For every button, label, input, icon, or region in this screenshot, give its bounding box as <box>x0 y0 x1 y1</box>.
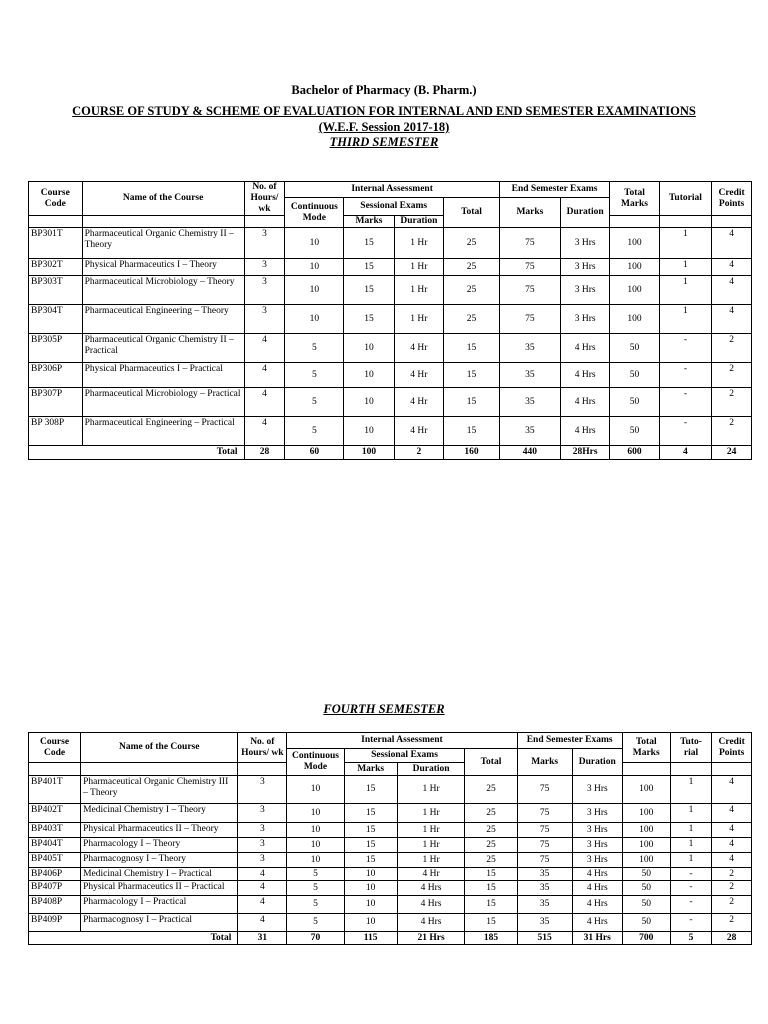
cell-cp: 4 <box>712 853 752 868</box>
cell-em: 35 <box>517 896 572 914</box>
cell-tm: 50 <box>610 388 659 417</box>
col-internal: Internal Assessment <box>287 733 517 749</box>
cell-cp: 2 <box>712 914 752 932</box>
cell-code: BP408P <box>29 896 81 914</box>
cell-ed: 4 Hrs <box>560 417 609 446</box>
cell-ed: 3 Hrs <box>572 823 622 838</box>
total-hrs: 31 <box>238 932 287 945</box>
cell-it: 15 <box>465 914 517 932</box>
cell-sd: 4 Hr <box>394 334 443 363</box>
table-row <box>29 417 752 446</box>
table-row <box>29 838 752 853</box>
total-em: 440 <box>499 446 560 460</box>
total-em: 515 <box>517 932 572 945</box>
cell-cm: 10 <box>285 305 344 334</box>
cell-em: 75 <box>517 776 572 804</box>
cell-tm: 50 <box>610 363 659 388</box>
cell-cp: 4 <box>712 228 752 259</box>
col-spacer <box>622 763 670 776</box>
cell-em: 35 <box>517 881 572 896</box>
cell-sd: 1 Hr <box>397 776 465 804</box>
cell-cm: 10 <box>287 776 344 804</box>
cell-it: 25 <box>465 823 517 838</box>
table-row <box>29 228 752 259</box>
cell-name: Pharmaceutical Organic Chemistry II – Theory <box>82 228 244 259</box>
cell-code: BP304T <box>29 305 83 334</box>
cell-hrs: 4 <box>244 334 285 363</box>
cell-it: 25 <box>465 776 517 804</box>
col-end-sem: End Semester Exams <box>517 733 622 749</box>
cell-cm: 5 <box>287 881 344 896</box>
cell-hrs: 4 <box>238 868 287 881</box>
cell-cm: 10 <box>285 276 344 305</box>
cell-em: 35 <box>499 388 560 417</box>
cell-em: 35 <box>517 914 572 932</box>
table-row <box>29 804 752 823</box>
cell-tut: 1 <box>670 838 712 853</box>
cell-tut: 1 <box>670 776 712 804</box>
cell-tm: 50 <box>622 868 670 881</box>
total-tm: 700 <box>622 932 670 945</box>
cell-name: Physical Pharmaceutics II – Theory <box>81 823 238 838</box>
total-label: Total <box>29 446 245 460</box>
col-tutorial: Tutorial <box>659 182 712 216</box>
col-spacer <box>81 763 238 776</box>
table-row <box>29 823 752 838</box>
cell-code: BP306P <box>29 363 83 388</box>
cell-cp: 4 <box>712 305 752 334</box>
cell-code: BP305P <box>29 334 83 363</box>
cell-cm: 5 <box>285 388 344 417</box>
cell-cp: 2 <box>712 363 752 388</box>
cell-code: BP301T <box>29 228 83 259</box>
col-spacer <box>659 216 712 228</box>
cell-name: Pharmaceutical Microbiology – Practical <box>82 388 244 417</box>
cell-sm: 15 <box>344 838 397 853</box>
cell-code: BP307P <box>29 388 83 417</box>
cell-name: Medicinal Chemistry I – Theory <box>81 804 238 823</box>
table-row <box>29 868 752 881</box>
table-row <box>29 388 752 417</box>
cell-name: Pharmaceutical Engineering – Theory <box>82 305 244 334</box>
cell-tm: 100 <box>622 823 670 838</box>
col-ia-total: Total <box>465 749 517 776</box>
cell-hrs: 3 <box>238 853 287 868</box>
col-spacer <box>238 763 287 776</box>
fourth-semester-title: FOURTH SEMESTER <box>323 702 445 716</box>
col-credit: Credit Points <box>712 733 752 763</box>
cell-code: BP404T <box>29 838 81 853</box>
cell-tm: 100 <box>610 259 659 276</box>
cell-name: Pharmacognosy I – Theory <box>81 853 238 868</box>
col-credit: Credit Points <box>712 182 752 216</box>
cell-cm: 10 <box>287 804 344 823</box>
cell-tm: 50 <box>610 334 659 363</box>
cell-ed: 3 Hrs <box>560 305 609 334</box>
cell-cm: 10 <box>285 228 344 259</box>
col-tutorial: Tuto- rial <box>670 733 712 763</box>
col-course-code: Course Code <box>29 733 81 763</box>
col-spacer <box>29 763 81 776</box>
table-row <box>29 853 752 868</box>
cell-code: BP 308P <box>29 417 83 446</box>
cell-sd: 1 Hr <box>397 838 465 853</box>
fourth-semester-table <box>28 732 752 945</box>
cell-name: Pharmacognosy I – Practical <box>81 914 238 932</box>
col-total-marks: Total Marks <box>610 182 659 216</box>
total-cp: 24 <box>712 446 752 460</box>
cell-em: 35 <box>517 868 572 881</box>
total-sd: 2 <box>394 446 443 460</box>
table-row <box>29 881 752 896</box>
cell-code: BP405T <box>29 853 81 868</box>
cell-sd: 4 Hrs <box>397 896 465 914</box>
cell-tm: 100 <box>610 276 659 305</box>
cell-cp: 2 <box>712 417 752 446</box>
total-tm: 600 <box>610 446 659 460</box>
cell-code: BP403T <box>29 823 81 838</box>
cell-em: 75 <box>499 305 560 334</box>
cell-code: BP302T <box>29 259 83 276</box>
cell-tut: 1 <box>659 276 712 305</box>
cell-sm: 10 <box>344 388 394 417</box>
total-ed: 28Hrs <box>560 446 609 460</box>
col-hours: No. of Hours/ wk <box>244 182 285 216</box>
cell-tut: 1 <box>670 804 712 823</box>
cell-sd: 1 Hr <box>397 853 465 868</box>
cell-ed: 4 Hrs <box>560 363 609 388</box>
cell-cm: 5 <box>285 363 344 388</box>
col-ss-marks: Marks <box>344 216 394 228</box>
table-row <box>29 276 752 305</box>
cell-em: 35 <box>499 417 560 446</box>
total-cm: 70 <box>287 932 344 945</box>
col-spacer <box>244 216 285 228</box>
cell-hrs: 4 <box>244 363 285 388</box>
cell-ed: 4 Hrs <box>572 868 622 881</box>
cell-em: 75 <box>499 276 560 305</box>
col-spacer <box>610 216 659 228</box>
col-es-marks: Marks <box>517 749 572 776</box>
col-spacer <box>82 216 244 228</box>
cell-sd: 4 Hrs <box>397 914 465 932</box>
cell-it: 15 <box>465 881 517 896</box>
col-spacer <box>712 216 752 228</box>
total-ed: 31 Hrs <box>572 932 622 945</box>
cell-hrs: 3 <box>238 804 287 823</box>
cell-sm: 15 <box>344 276 394 305</box>
col-sessional: Sessional Exams <box>344 198 444 216</box>
col-ia-total: Total <box>444 198 500 228</box>
cell-em: 75 <box>517 823 572 838</box>
cell-em: 75 <box>499 228 560 259</box>
cell-hrs: 4 <box>238 914 287 932</box>
cell-name: Pharmacology I – Theory <box>81 838 238 853</box>
cell-it: 25 <box>444 305 500 334</box>
total-it: 160 <box>444 446 500 460</box>
cell-name: Physical Pharmaceutics II – Practical <box>81 881 238 896</box>
cell-code: BP401T <box>29 776 81 804</box>
cell-cm: 5 <box>287 868 344 881</box>
cell-ed: 3 Hrs <box>572 853 622 868</box>
total-row <box>29 932 752 945</box>
cell-sm: 15 <box>344 804 397 823</box>
cell-hrs: 3 <box>244 228 285 259</box>
cell-tm: 50 <box>622 881 670 896</box>
document-title: COURSE OF STUDY & SCHEME OF EVALUATION FOR INTERNAL AND END SEMESTER EXAMINATIONS <box>72 104 696 118</box>
cell-em: 75 <box>517 804 572 823</box>
cell-ed: 3 Hrs <box>560 259 609 276</box>
col-ss-duration: Duration <box>397 763 465 776</box>
cell-it: 25 <box>444 228 500 259</box>
cell-ed: 4 Hrs <box>572 881 622 896</box>
cell-sm: 10 <box>344 363 394 388</box>
cell-hrs: 3 <box>244 305 285 334</box>
total-cp: 28 <box>712 932 752 945</box>
cell-cp: 4 <box>712 804 752 823</box>
cell-tm: 50 <box>622 914 670 932</box>
cell-cp: 2 <box>712 868 752 881</box>
col-es-duration: Duration <box>560 198 609 228</box>
cell-cp: 2 <box>712 881 752 896</box>
cell-em: 75 <box>499 259 560 276</box>
cell-sd: 1 Hr <box>394 305 443 334</box>
cell-sm: 15 <box>344 823 397 838</box>
cell-cm: 10 <box>287 838 344 853</box>
cell-name: Pharmaceutical Organic Chemistry II – Practical <box>82 334 244 363</box>
cell-cp: 4 <box>712 776 752 804</box>
third-semester-title: THIRD SEMESTER <box>329 135 439 149</box>
cell-sd: 4 Hr <box>397 868 465 881</box>
cell-hrs: 4 <box>238 881 287 896</box>
cell-it: 15 <box>465 868 517 881</box>
total-sm: 100 <box>344 446 394 460</box>
cell-sd: 1 Hr <box>397 823 465 838</box>
col-name: Name of the Course <box>81 733 238 763</box>
col-end-sem: End Semester Exams <box>499 182 609 198</box>
cell-tut: 1 <box>659 305 712 334</box>
cell-tm: 100 <box>610 305 659 334</box>
cell-sd: 1 Hr <box>397 804 465 823</box>
cell-tm: 50 <box>622 896 670 914</box>
cell-ed: 3 Hrs <box>572 776 622 804</box>
cell-it: 25 <box>444 259 500 276</box>
cell-tm: 100 <box>622 838 670 853</box>
cell-tut: - <box>670 914 712 932</box>
col-total-marks: Total Marks <box>622 733 670 763</box>
program-title: Bachelor of Pharmacy (B. Pharm.) <box>291 83 477 97</box>
cell-it: 15 <box>444 388 500 417</box>
table-row <box>29 334 752 363</box>
cell-tm: 100 <box>622 804 670 823</box>
cell-sm: 15 <box>344 776 397 804</box>
cell-hrs: 4 <box>238 896 287 914</box>
cell-cp: 4 <box>712 823 752 838</box>
cell-it: 15 <box>444 363 500 388</box>
cell-name: Physical Pharmaceutics I – Practical <box>82 363 244 388</box>
cell-cm: 5 <box>285 334 344 363</box>
cell-ed: 4 Hrs <box>560 334 609 363</box>
table-row <box>29 914 752 932</box>
col-spacer <box>670 763 712 776</box>
total-row <box>29 446 752 460</box>
cell-it: 25 <box>465 853 517 868</box>
cell-tut: - <box>670 868 712 881</box>
cell-cp: 2 <box>712 334 752 363</box>
cell-em: 75 <box>517 853 572 868</box>
cell-cp: 4 <box>712 838 752 853</box>
cell-ed: 4 Hrs <box>572 896 622 914</box>
session-label: (W.E.F. Session 2017-18) <box>318 120 450 134</box>
cell-sm: 10 <box>344 417 394 446</box>
cell-sm: 10 <box>344 868 397 881</box>
cell-sd: 4 Hr <box>394 417 443 446</box>
cell-cm: 5 <box>287 914 344 932</box>
cell-cp: 2 <box>712 896 752 914</box>
table-row <box>29 896 752 914</box>
total-it: 185 <box>465 932 517 945</box>
cell-tut: - <box>659 388 712 417</box>
cell-cp: 4 <box>712 276 752 305</box>
col-name: Name of the Course <box>82 182 244 216</box>
cell-tm: 100 <box>622 853 670 868</box>
total-tut: 4 <box>659 446 712 460</box>
cell-hrs: 3 <box>238 823 287 838</box>
cell-ed: 3 Hrs <box>572 804 622 823</box>
cell-name: Pharmacology I – Practical <box>81 896 238 914</box>
cell-em: 75 <box>517 838 572 853</box>
table-row <box>29 305 752 334</box>
cell-it: 25 <box>444 276 500 305</box>
cell-ed: 3 Hrs <box>560 228 609 259</box>
cell-sm: 10 <box>344 334 394 363</box>
cell-sm: 15 <box>344 259 394 276</box>
col-internal: Internal Assessment <box>285 182 500 198</box>
col-continuous: Continuous Mode <box>287 749 344 776</box>
cell-sd: 4 Hr <box>394 388 443 417</box>
cell-tut: - <box>659 363 712 388</box>
cell-hrs: 3 <box>244 259 285 276</box>
cell-tut: - <box>659 417 712 446</box>
col-course-code: Course Code <box>29 182 83 216</box>
cell-tut: - <box>659 334 712 363</box>
cell-tut: - <box>670 896 712 914</box>
col-spacer <box>712 763 752 776</box>
cell-sm: 15 <box>344 228 394 259</box>
cell-tut: 1 <box>659 228 712 259</box>
third-semester-table <box>28 181 752 460</box>
col-hours: No. of Hours/ wk <box>238 733 287 763</box>
cell-cp: 4 <box>712 259 752 276</box>
cell-cm: 10 <box>287 823 344 838</box>
total-sd: 21 Hrs <box>397 932 465 945</box>
table-row <box>29 259 752 276</box>
col-spacer <box>29 216 83 228</box>
total-tut: 5 <box>670 932 712 945</box>
total-cm: 60 <box>285 446 344 460</box>
cell-cm: 5 <box>287 896 344 914</box>
table-row <box>29 363 752 388</box>
cell-sd: 4 Hr <box>394 363 443 388</box>
cell-it: 25 <box>465 838 517 853</box>
cell-cm: 10 <box>285 259 344 276</box>
cell-tm: 50 <box>610 417 659 446</box>
cell-sm: 10 <box>344 881 397 896</box>
total-sm: 115 <box>344 932 397 945</box>
cell-name: Pharmaceutical Organic Chemistry III – Theory <box>81 776 238 804</box>
total-hrs: 28 <box>244 446 285 460</box>
cell-code: BP303T <box>29 276 83 305</box>
cell-sd: 1 Hr <box>394 276 443 305</box>
col-ss-duration: Duration <box>394 216 443 228</box>
cell-sd: 1 Hr <box>394 259 443 276</box>
col-es-duration: Duration <box>572 749 622 776</box>
cell-it: 15 <box>444 417 500 446</box>
cell-name: Medicinal Chemistry I – Practical <box>81 868 238 881</box>
cell-name: Pharmaceutical Microbiology – Theory <box>82 276 244 305</box>
cell-name: Physical Pharmaceutics I – Theory <box>82 259 244 276</box>
cell-it: 15 <box>444 334 500 363</box>
cell-sm: 15 <box>344 305 394 334</box>
col-continuous: Continuous Mode <box>285 198 344 228</box>
col-ss-marks: Marks <box>344 763 397 776</box>
cell-tm: 100 <box>610 228 659 259</box>
cell-ed: 3 Hrs <box>572 838 622 853</box>
cell-sm: 15 <box>344 853 397 868</box>
cell-cp: 2 <box>712 388 752 417</box>
col-es-marks: Marks <box>499 198 560 228</box>
cell-hrs: 4 <box>244 417 285 446</box>
cell-ed: 3 Hrs <box>560 276 609 305</box>
cell-hrs: 4 <box>244 388 285 417</box>
table-row <box>29 776 752 804</box>
cell-tut: 1 <box>670 853 712 868</box>
cell-sm: 10 <box>344 914 397 932</box>
cell-tut: 1 <box>659 259 712 276</box>
cell-cm: 5 <box>285 417 344 446</box>
cell-sd: 1 Hr <box>394 228 443 259</box>
cell-tut: - <box>670 881 712 896</box>
cell-em: 35 <box>499 363 560 388</box>
cell-code: BP406P <box>29 868 81 881</box>
cell-hrs: 3 <box>238 838 287 853</box>
cell-code: BP409P <box>29 914 81 932</box>
cell-hrs: 3 <box>238 776 287 804</box>
col-sessional: Sessional Exams <box>344 749 465 763</box>
cell-cm: 10 <box>287 853 344 868</box>
cell-ed: 4 Hrs <box>572 914 622 932</box>
cell-it: 25 <box>465 804 517 823</box>
cell-tut: 1 <box>670 823 712 838</box>
cell-it: 15 <box>465 896 517 914</box>
cell-tm: 100 <box>622 776 670 804</box>
cell-sd: 4 Hrs <box>397 881 465 896</box>
cell-code: BP407P <box>29 881 81 896</box>
total-label: Total <box>29 932 238 945</box>
cell-code: BP402T <box>29 804 81 823</box>
cell-ed: 4 Hrs <box>560 388 609 417</box>
cell-em: 35 <box>499 334 560 363</box>
cell-name: Pharmaceutical Engineering – Practical <box>82 417 244 446</box>
cell-sm: 10 <box>344 896 397 914</box>
cell-hrs: 3 <box>244 276 285 305</box>
